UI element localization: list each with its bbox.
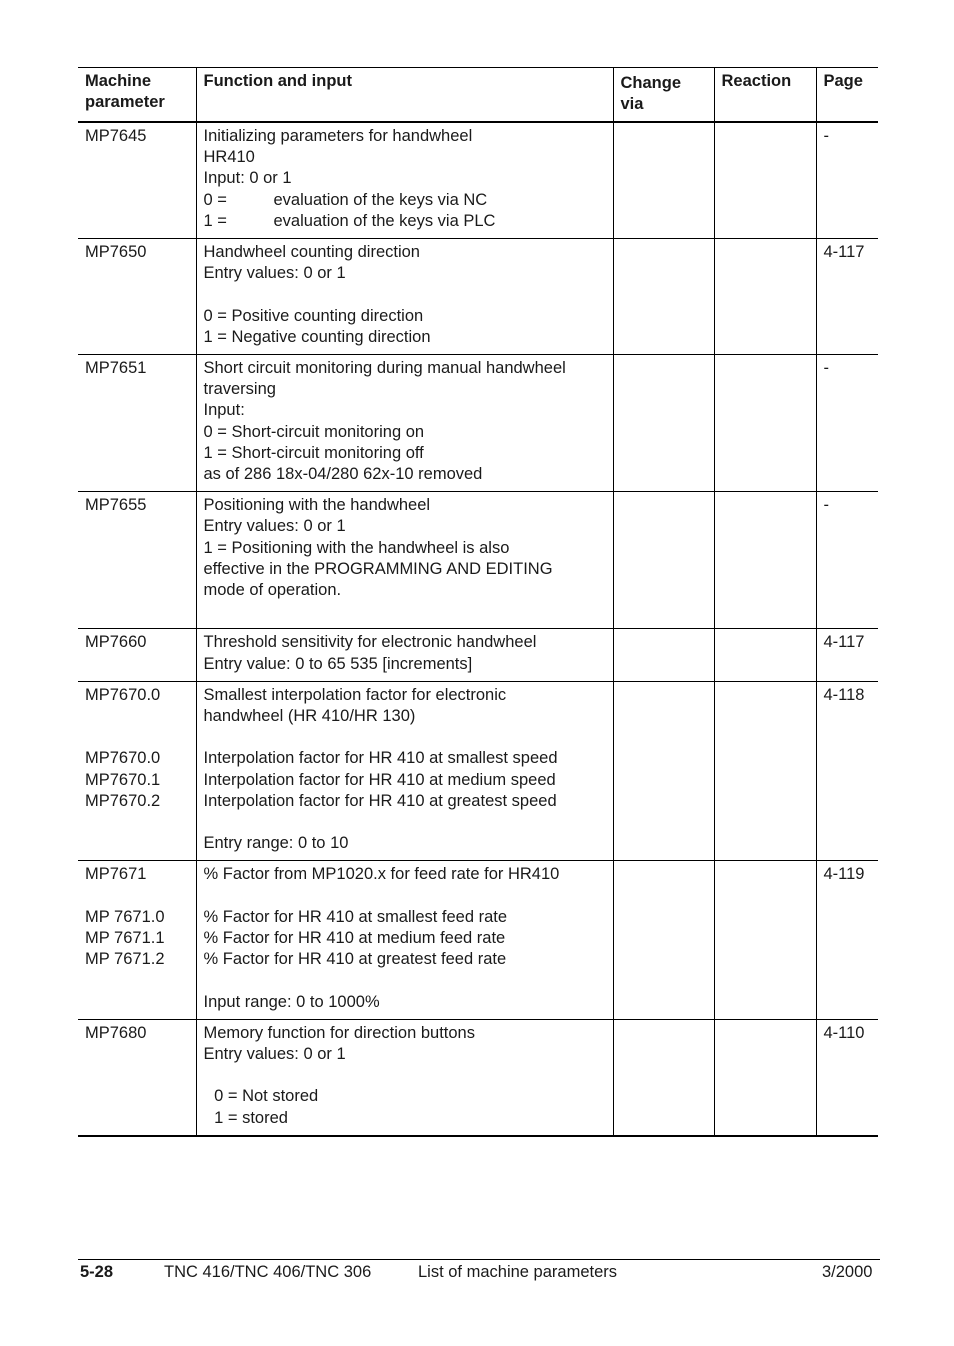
param-id: MP7650: [85, 243, 147, 262]
function-cell: [196, 629, 613, 681]
function-line-text: 1 = Positioning with the handwheel is also: [203, 538, 510, 557]
function-line-text: Interpolation factor for HR 410 at smallest speed: [203, 749, 558, 768]
function-line-text: Handwheel counting direction: [203, 243, 420, 262]
param-cell: [78, 629, 196, 681]
change-via-cell: [613, 1019, 714, 1136]
header-change-via: [613, 68, 714, 123]
param-id: MP7645: [85, 127, 147, 145]
page-cell: -: [816, 122, 878, 239]
param-id: MP 7671.1: [85, 929, 165, 948]
function-line: [204, 1023, 606, 1044]
function-line-text: as of 286 18x-04/280 62x-10 removed: [203, 465, 483, 484]
header-machine-parameter-line: parameter: [85, 93, 165, 112]
blank-line: [204, 284, 606, 305]
param-cell: [78, 239, 196, 355]
function-line: [204, 147, 606, 168]
function-line-text: Short circuit monitoring during manual handwheel: [203, 359, 566, 378]
param-cell: [78, 492, 196, 629]
function-line: [204, 770, 606, 791]
function-cell: [196, 1019, 613, 1136]
function-line-text: 0 = Short-circuit monitoring on: [203, 422, 425, 441]
change-via-cell: [613, 629, 714, 681]
reaction-cell: [714, 239, 816, 355]
change-via-cell: [613, 239, 714, 355]
header-change-via-line: via: [620, 95, 644, 114]
footer-model: TNC 416/TNC 406/TNC 306: [164, 1263, 372, 1281]
function-line: [204, 632, 606, 653]
function-line: [204, 306, 606, 327]
param-id: MP7670.0: [85, 749, 161, 768]
table-row: [78, 1019, 878, 1136]
function-line-text: Input range: 0 to 1000%: [203, 992, 380, 1011]
function-line-text: 0 = Not stored: [209, 1087, 319, 1106]
function-line: [204, 580, 606, 601]
function-line: [204, 1086, 606, 1107]
param-cell: [78, 861, 196, 1019]
param-id: MP7680: [85, 1023, 147, 1042]
function-line-text: % Factor for HR 410 at greatest feed rate: [203, 950, 507, 969]
reaction-cell: [714, 122, 816, 239]
change-via-cell: [613, 122, 714, 239]
table-header-row: [78, 68, 878, 123]
function-line: [204, 654, 606, 675]
footer-date: 3/2000: [822, 1263, 873, 1281]
reaction-cell: [714, 681, 816, 861]
param-id: MP 7671.2: [85, 950, 165, 969]
function-line-text: mode of operation.: [203, 581, 342, 600]
function-cell: [196, 861, 613, 1019]
function-line: [204, 949, 606, 970]
function-line-text: 1 = Negative counting direction: [203, 327, 431, 346]
blank-line: [204, 970, 606, 991]
page-cell: 4-110: [816, 1019, 878, 1136]
function-line-text: Threshold sensitivity for electronic handwheel: [203, 633, 537, 652]
function-line-text: Positioning with the handwheel: [203, 496, 431, 515]
function-line-description: evaluation of the keys via NC: [273, 190, 488, 209]
function-line: [204, 168, 606, 189]
function-line-text: % Factor for HR 410 at smallest feed rate: [203, 907, 508, 926]
page-cell: 4-117: [816, 629, 878, 681]
header-machine-parameter-line: Machine: [85, 72, 152, 90]
function-line: [204, 516, 606, 537]
function-line-text: Memory function for direction buttons: [203, 1023, 475, 1042]
function-line-text: Input: 0 or 1: [203, 169, 292, 188]
function-line: [204, 706, 606, 727]
page-cell: 4-119: [816, 861, 878, 1019]
function-line-text: % Factor for HR 410 at medium feed rate: [203, 929, 506, 948]
reaction-cell: [714, 861, 816, 1019]
param-cell: [78, 355, 196, 492]
param-id: MP7655: [85, 496, 147, 515]
function-line: [204, 495, 606, 516]
function-line-text: effective in the PROGRAMMING AND EDITING: [203, 559, 553, 578]
function-line: [204, 864, 606, 885]
param-id: MP7670.2: [85, 791, 161, 810]
function-line: [204, 559, 606, 580]
page-cell: -: [816, 492, 878, 629]
param-id: MP7651: [85, 359, 147, 378]
param-cell: [78, 681, 196, 861]
machine-parameter-table: [78, 67, 878, 1137]
function-line-text: traversing: [203, 380, 276, 399]
function-line: [204, 464, 606, 485]
table-row: [78, 681, 878, 861]
function-line-text: 1 =: [203, 211, 227, 230]
function-line: [204, 1108, 606, 1129]
function-line-text: Initializing parameters for handwheel: [203, 127, 473, 145]
function-line-text: 0 =: [203, 190, 227, 209]
reaction-cell: [714, 492, 816, 629]
function-line-text: Entry values: 0 or 1: [203, 264, 346, 283]
blank-line: [204, 1065, 606, 1086]
page-cell: -: [816, 355, 878, 492]
function-line: [204, 907, 606, 928]
function-line: [204, 190, 606, 211]
table-row: [78, 861, 878, 1019]
blank-line: [204, 886, 606, 907]
function-line-text: Entry values: 0 or 1: [203, 517, 346, 536]
function-line: [204, 358, 606, 379]
function-line-text: 1 = stored: [209, 1108, 288, 1127]
function-line: [204, 833, 606, 854]
function-line-description: evaluation of the keys via PLC: [273, 211, 496, 230]
table-row: [78, 239, 878, 355]
function-line: [204, 422, 606, 443]
function-line: [204, 126, 606, 147]
header-page: Page: [816, 68, 878, 123]
page-cell: 4-118: [816, 681, 878, 861]
function-line: [204, 211, 606, 232]
function-line: [204, 242, 606, 263]
footer-title: List of machine parameters: [418, 1263, 618, 1281]
function-line: [204, 992, 606, 1013]
function-line: [204, 400, 606, 421]
function-line: [204, 748, 606, 769]
function-line: [204, 928, 606, 949]
function-line-text: 1 = Short-circuit monitoring off: [203, 443, 424, 462]
function-line-text: Smallest interpolation factor for electronic: [203, 685, 507, 704]
footer-page-number: 5-28: [80, 1263, 114, 1281]
header-function-and-input: Function and input: [196, 68, 613, 123]
change-via-cell: [613, 355, 714, 492]
blank-line: [204, 812, 606, 833]
table-row: [78, 122, 878, 239]
function-line: [204, 379, 606, 400]
function-cell: [196, 681, 613, 861]
function-line-text: Input:: [203, 401, 245, 420]
function-line-text: Interpolation factor for HR 410 at greatest speed: [203, 791, 557, 810]
param-id: MP7660: [85, 633, 147, 652]
function-cell: [196, 492, 613, 629]
param-cell: [78, 1019, 196, 1136]
header-change-via-line: Change: [620, 74, 682, 92]
function-line-text: HR410: [203, 148, 255, 167]
blank-line: [85, 706, 189, 727]
page-cell: 4-117: [816, 239, 878, 355]
param-id: MP7671: [85, 865, 147, 884]
blank-line: [85, 886, 189, 907]
function-line: [204, 538, 606, 559]
reaction-cell: [714, 355, 816, 492]
footer-divider: [78, 1259, 880, 1260]
param-id: MP 7671.0: [85, 907, 165, 926]
table-row: [78, 629, 878, 681]
function-cell: [196, 122, 613, 239]
function-line: [204, 685, 606, 706]
function-line-text: Interpolation factor for HR 410 at medium speed: [203, 770, 556, 789]
function-line-text: Entry value: 0 to 65 535 [increments]: [203, 654, 473, 673]
change-via-cell: [613, 861, 714, 1019]
function-line-text: handwheel (HR 410/HR 130): [203, 707, 416, 726]
table-row: [78, 492, 878, 629]
function-line-text: Entry range: 0 to 10: [203, 834, 349, 853]
blank-line: [204, 727, 606, 748]
function-line-text: Entry values: 0 or 1: [203, 1045, 346, 1064]
function-cell: [196, 355, 613, 492]
param-cell: [78, 122, 196, 239]
function-line: [204, 263, 606, 284]
function-line-text: 0 = Positive counting direction: [203, 306, 424, 325]
function-line-text: % Factor from MP1020.x for feed rate for HR410: [203, 865, 560, 884]
change-via-cell: [613, 681, 714, 861]
reaction-cell: [714, 629, 816, 681]
function-line: [204, 1044, 606, 1065]
blank-line: [85, 727, 189, 748]
param-id: MP7670.0: [85, 685, 161, 704]
reaction-cell: [714, 1019, 816, 1136]
function-line: [204, 791, 606, 812]
change-via-cell: [613, 492, 714, 629]
header-reaction: Reaction: [714, 68, 816, 123]
function-line: [204, 443, 606, 464]
function-cell: [196, 239, 613, 355]
param-id: MP7670.1: [85, 770, 161, 789]
header-machine-parameter: [78, 68, 196, 123]
function-line: [204, 327, 606, 348]
blank-line: [204, 601, 606, 622]
table-row: [78, 355, 878, 492]
